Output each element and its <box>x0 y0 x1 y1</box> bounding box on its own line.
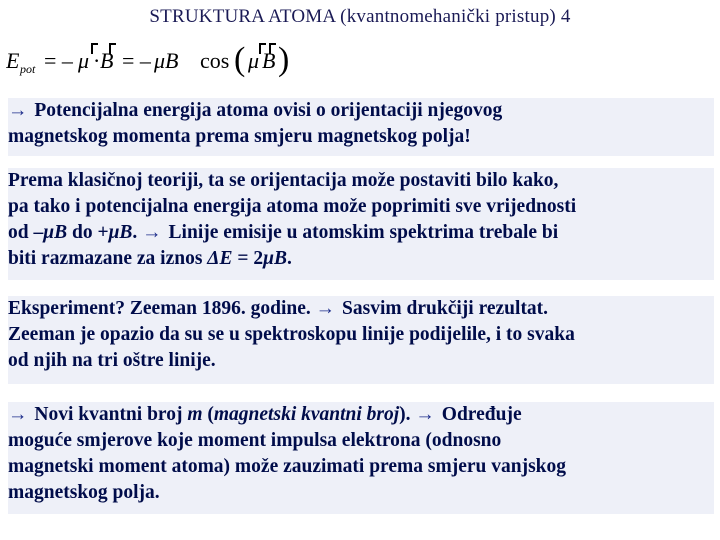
divider <box>8 392 714 394</box>
formula-eq2: = – <box>122 48 151 73</box>
paragraph-line: pa tako i potencijalna energija atoma može poprimiti sve vrijednosti <box>8 196 577 217</box>
paragraph-potential-energy <box>8 98 714 156</box>
arrow-icon: → <box>142 222 162 243</box>
text-span: . <box>287 248 292 269</box>
symbol-m: m <box>187 404 203 425</box>
paragraph-magnetic-quantum-number <box>8 402 714 514</box>
text-span: Određuje <box>436 404 522 425</box>
paragraph-line: magnetskog polja. <box>8 482 160 503</box>
formula-lhs-sub: pot <box>20 62 36 76</box>
text-span: Linije emisije u atomskim spektrima trebale bi <box>163 222 559 243</box>
text-span: Potencijalna energija atoma ovisi o orijentaciji njegovog <box>34 100 503 121</box>
formula-arg-mu: μ <box>248 48 260 73</box>
formula-eq1: = – <box>44 48 73 73</box>
arrow-icon: → <box>8 404 28 425</box>
symbol-mu-b: μB <box>108 222 133 243</box>
formula-B1: B <box>100 48 114 73</box>
paragraph-line: Prema klasičnoj teoriji, ta se orijentacija može postaviti bilo kako, <box>8 170 559 191</box>
formula-mu: μ <box>78 48 90 73</box>
paragraph-line <box>8 246 714 272</box>
divider <box>8 160 714 162</box>
text-span: . <box>132 222 143 243</box>
arrow-icon: → <box>415 404 435 425</box>
symbol-delta-e: ΔE <box>207 248 233 269</box>
text-span: = 2 <box>232 248 264 269</box>
text-span: ). <box>399 404 416 425</box>
paragraph-line: Zeeman je opazio da su se u spektroskopu linije podijelile, i to svaka <box>8 324 575 345</box>
paragraph-line <box>8 402 714 428</box>
paragraph-line: magnetski moment atoma) može zauzimati prema smjeru vanjskog <box>8 456 567 477</box>
formula-muB: μB <box>154 48 179 73</box>
formula-dot1: · <box>93 48 101 73</box>
term-magnetic-quantum-number: magnetski kvantni broj <box>213 404 400 425</box>
formula-lhs: E <box>6 48 20 73</box>
arrow-icon: → <box>8 100 28 121</box>
paragraph-line: moguće smjerove koje moment impulsa elektrona (odnosno <box>8 430 502 451</box>
formula-paren-open: ( <box>234 41 246 78</box>
text-span: Novi kvantni broj <box>29 404 188 425</box>
paragraph-zeeman-experiment <box>8 296 714 384</box>
arrow-icon: → <box>315 298 336 319</box>
text-span: Eksperiment? Zeeman 1896. godine. <box>8 298 316 319</box>
paragraph-line: magnetskog momenta prema smjeru magnetskog polja! <box>8 126 471 147</box>
symbol-mu-b: μB <box>263 248 288 269</box>
paragraph-line <box>8 98 714 124</box>
text-span: ( <box>202 404 214 425</box>
paragraph-classical-theory <box>8 168 714 280</box>
slide-title: STRUKTURA ATOMA (kvantnomehanički pristup) 4 <box>149 6 571 27</box>
formula-cos: cos <box>200 48 230 73</box>
text-span: od – <box>8 222 44 243</box>
formula-arg-B: B <box>262 48 276 73</box>
paragraph-line: od njih na tri oštre linije. <box>8 350 216 371</box>
text-span: biti razmazane za iznos <box>8 248 208 269</box>
paragraph-line <box>8 296 714 322</box>
text-span: do + <box>67 222 109 243</box>
symbol-mu-b: μB <box>43 222 68 243</box>
divider <box>8 286 714 288</box>
potential-energy-formula <box>6 38 306 82</box>
text-span: Sasvim drukčiji rezultat. <box>337 298 549 319</box>
formula-paren-close: ) <box>278 41 290 78</box>
paragraph-line <box>8 220 714 246</box>
